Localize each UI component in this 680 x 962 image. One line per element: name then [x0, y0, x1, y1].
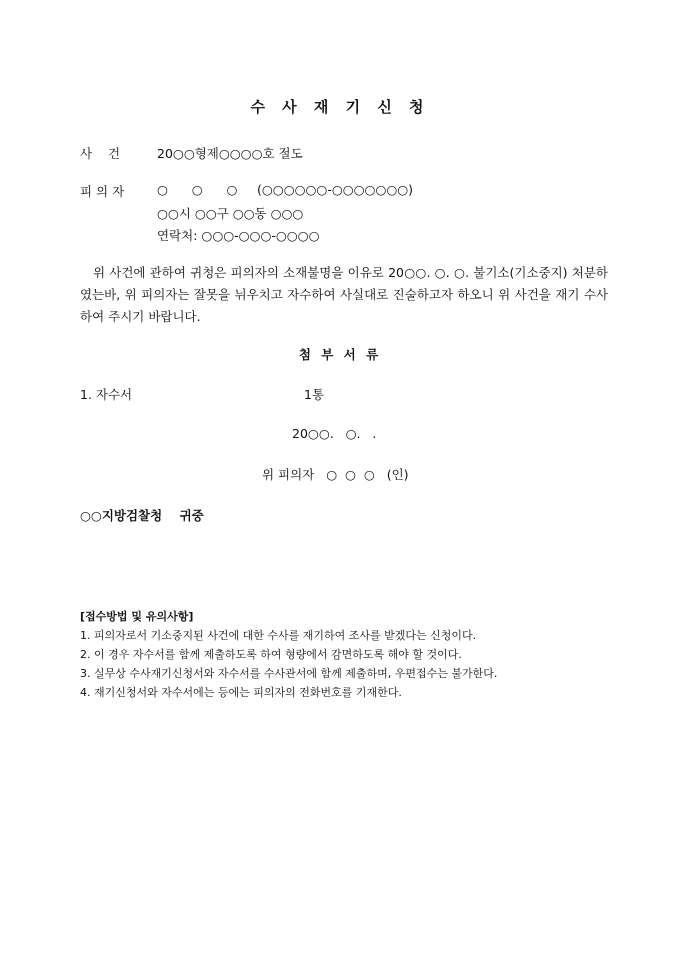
notes-section [80, 607, 497, 702]
suspect-address: ○○시 ○○구 ○○동 ○○○ [157, 206, 304, 221]
document-date: 20○○. ○. . [292, 426, 377, 441]
suspect-name: ○ ○ ○ [157, 182, 238, 197]
notes-item: 3. 실무상 수사재기신청서와 자수서를 수사관서에 함께 제출하며, 우편접수는 불가한다. [80, 667, 498, 680]
attachment-item-name: 1. 자수서 [80, 387, 133, 402]
notes-item: 2. 이 경우 자수서를 함께 제출하도록 하여 형량에서 감면하도록 해야 할 것이다. [80, 648, 462, 661]
attachments-heading: 첨 부 서 류 [298, 347, 382, 362]
attachment-item-count: 1통 [304, 387, 325, 402]
case-value: 20○○형제○○○○호 절도 [157, 146, 303, 161]
notes-item: 4. 재기신청서와 자수서에는 등에는 피의자의 전화번호를 기재한다. [80, 686, 402, 699]
request-body-text: 위 사건에 관하여 귀청은 피의자의 소재불명을 이유로 20○○. ○. ○. 불기소(기소중지) 처분하였는바, 위 피의자는 잘못을 뉘우치고 자수하여 사실대로 진술하고자 하오니 위 사건을 재기 수사하여 주시기 바랍니다. [80, 265, 608, 324]
request-body [80, 262, 608, 328]
document-title: 수 사 재 기 신 청 [250, 98, 430, 116]
notes-heading: [접수방법 및 유의사항] [80, 610, 194, 623]
suspect-id-number: (○○○○○○-○○○○○○○) [257, 182, 414, 197]
suspect-label: 피 의 자 [80, 184, 125, 199]
recipient: ○○지방검찰청 귀중 [80, 508, 204, 523]
notes-item: 1. 피의자로서 기소중지된 사건에 대한 수사를 재기하여 조사를 받겠다는 신청이다. [80, 629, 477, 642]
signature-line: 위 피의자 ○ ○ ○ (인) [262, 467, 409, 482]
suspect-contact: 연락처: ○○○-○○○-○○○○ [157, 228, 320, 243]
case-label: 사 건 [80, 146, 121, 161]
